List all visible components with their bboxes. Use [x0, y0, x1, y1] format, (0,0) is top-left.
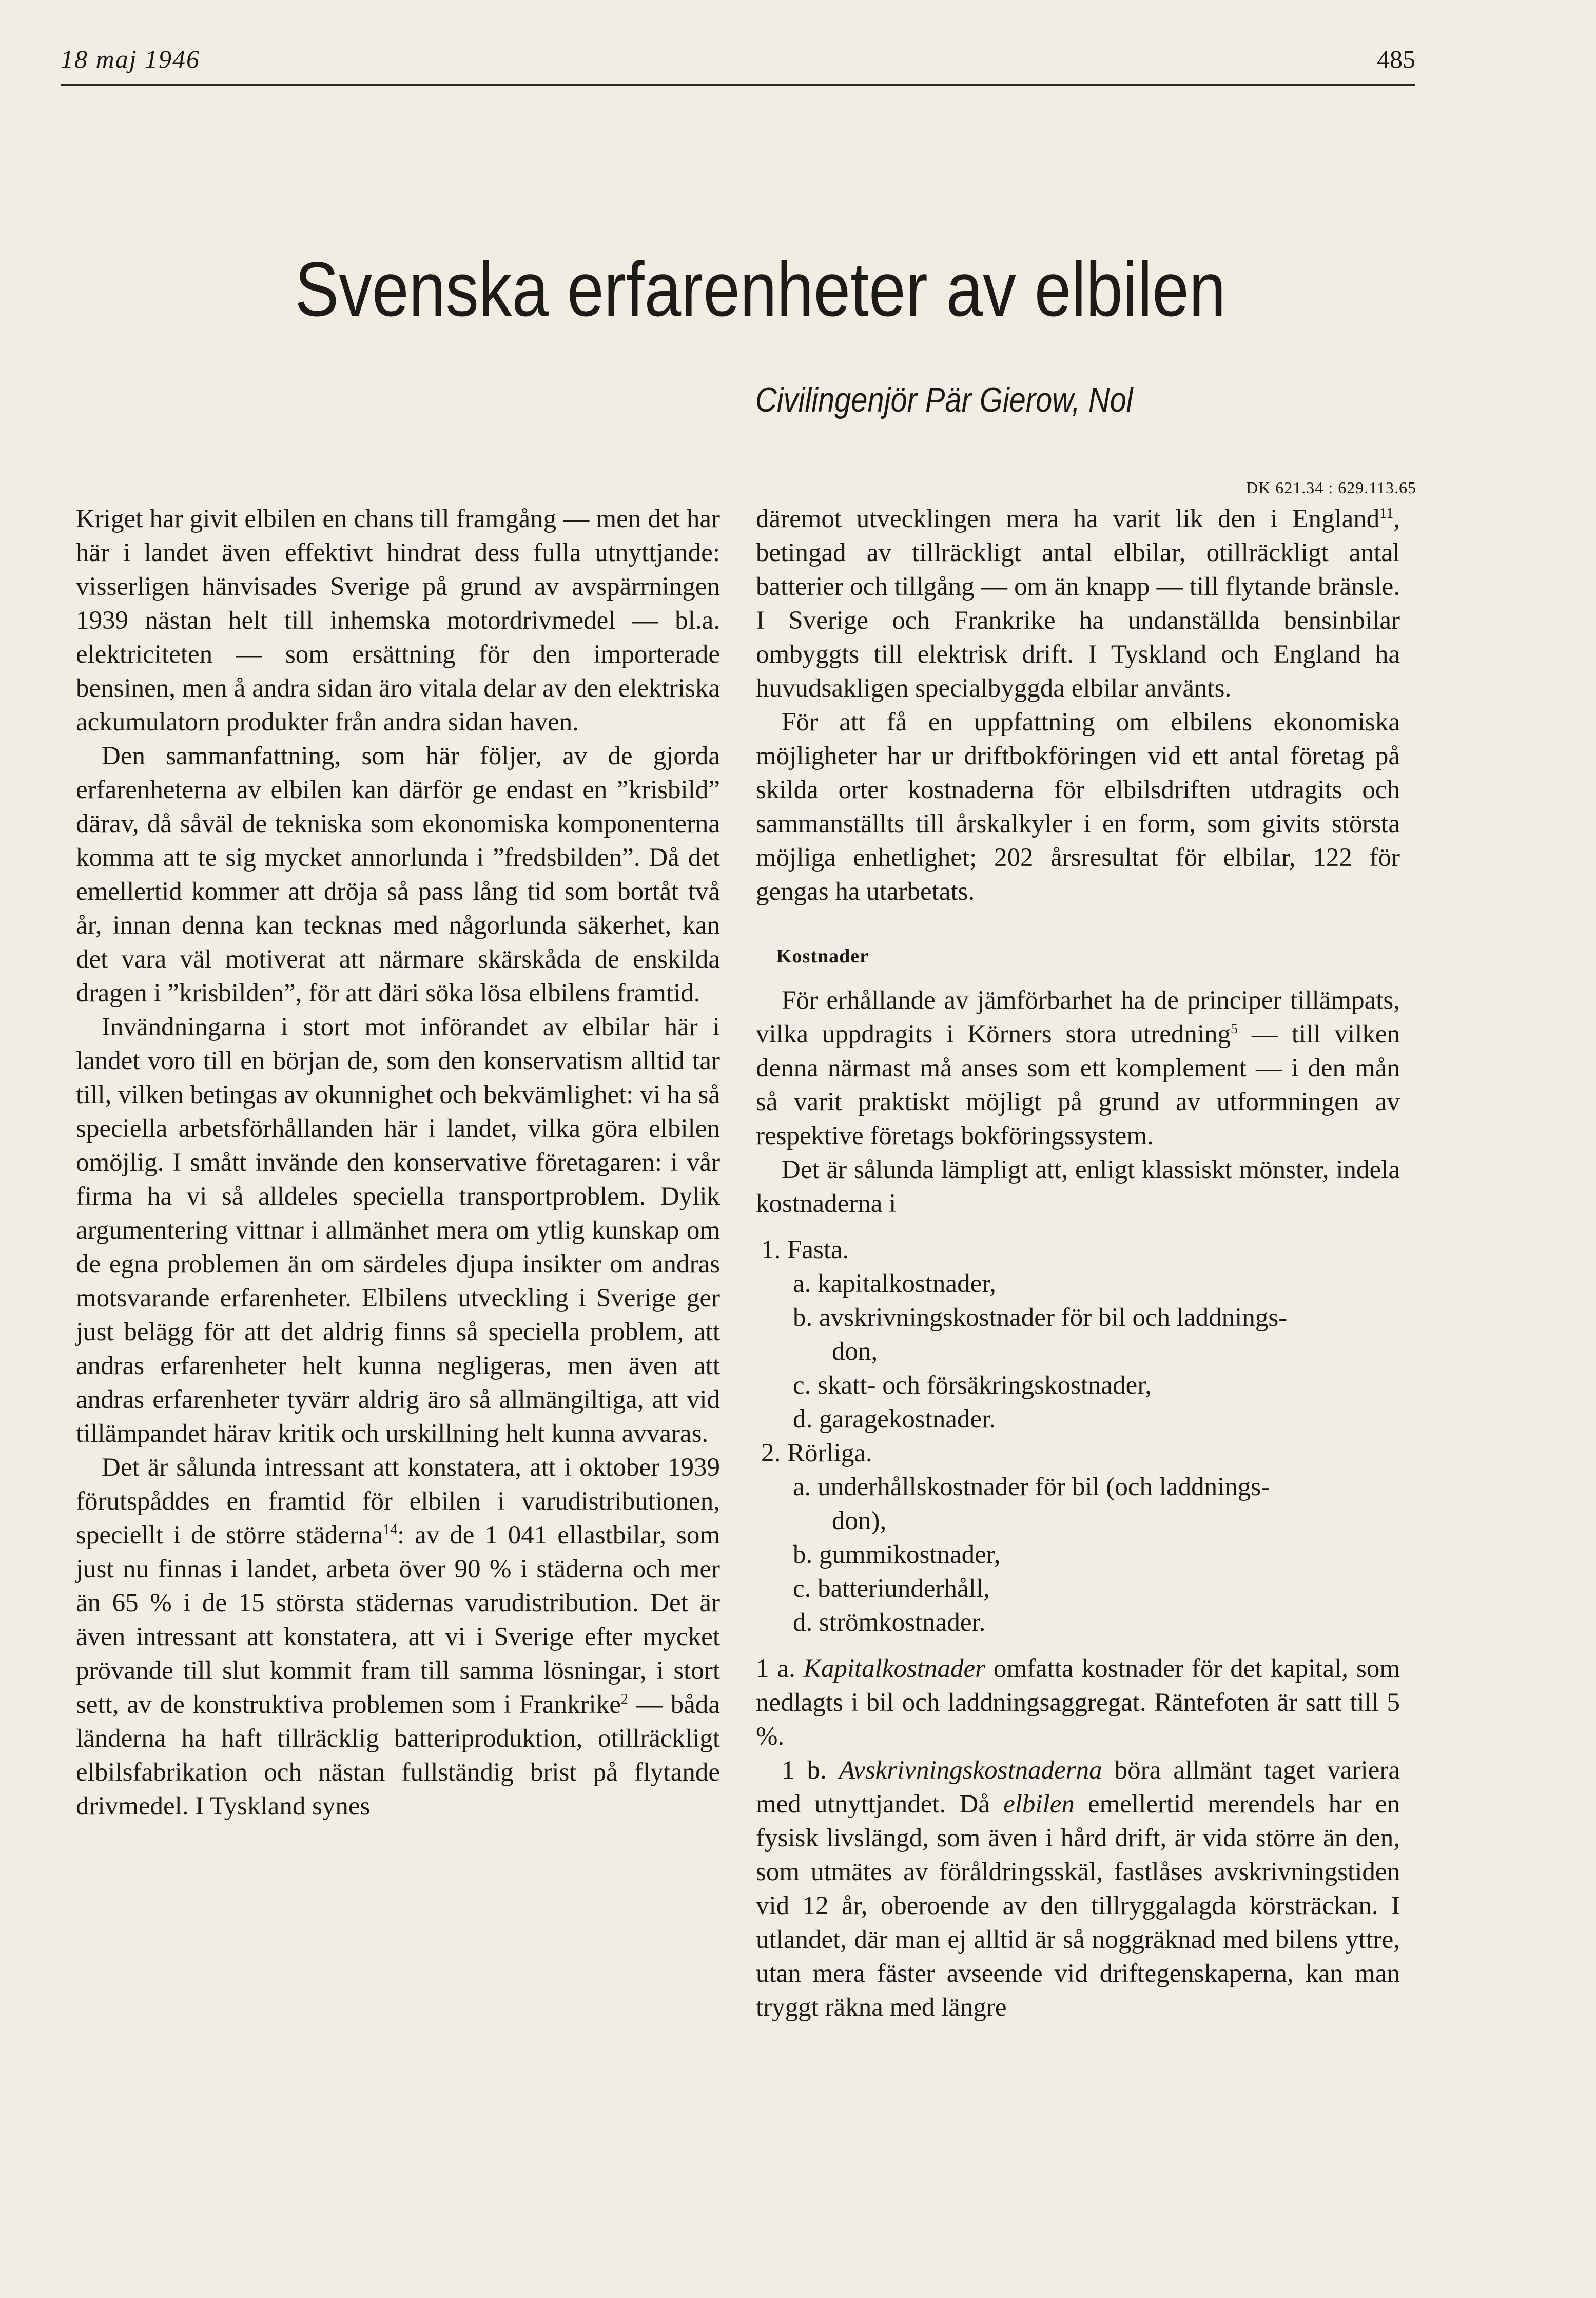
paragraph [756, 502, 1400, 705]
cost-group-variable: 2. Rörliga. [761, 1439, 872, 1467]
list-item-text: a. kapitalkostnader, [793, 1269, 996, 1298]
paragraph: Kriget har givit elbilen en chans till framgång — men det har här i landet även effektivt hindrat dess fulla utnyttjande: visserligen hänvisades Sverige på grund av avspärrningen 1939 nästan helt till inhemska motordrivmedel — bl.a. elektriciteten — som ersättning för den importerade bensinen, men å andra sidan äro vitala delar av den elektriska ackumulatorn produkter från andra sidan haven. [76, 505, 720, 737]
list-item [793, 1470, 1400, 1538]
paragraph: För att få en uppfattning om elbilens ekonomiska möjligheter har ur driftbokföringen vid ett antal företag på skilda orter kostnaderna för elbilsdriften utdragits och sammanställts till årskalkyler i en form, som givits största möjliga enhetlighet; 202 årsresultat för elbilar, 122 för gengas ha utarbetats. [756, 708, 1400, 906]
paragraph: Det är sålunda lämpligt att, enligt klassiskt mönster, indela kostnaderna i [756, 1155, 1400, 1218]
footnote-ref: 2 [620, 1691, 628, 1707]
right-column [756, 502, 1400, 2024]
paragraph [756, 983, 1400, 1153]
paragraph [756, 1652, 1400, 1753]
issue-date: 18 maj 1946 [61, 45, 200, 73]
paragraph-text: , betingad av tillräckligt antal elbilar, otillräckligt antal batterier och tillgång — om än knapp — till flytande bränsle. I Sverige och Frankrike ha undanställda bensinbilar ombyggts till elektrisk drift. I Tyskland och England ha huvudsakligen specialbyggda elbilar använts. [756, 505, 1400, 703]
emphasized-term: Avskrivningskostnaderna [839, 1756, 1102, 1785]
cost-category-list [756, 1233, 1400, 1639]
paragraph-text: För erhållande av jämförbarhet ha de principer tillämpats, vilka uppdragits i Körners stora utredning [756, 986, 1400, 1049]
paragraph-text: : av de 1 041 ellastbilar, som just nu finnas i landet, arbeta över 90 % i städerna och mer än 65 % i de 15 största städernas varudistribution. Det är även intressant att konstatera, att vi i Sverige efter mycket prövande till slut kommit fram till samma lösningar, i stort sett, av de konstruktiva problemen som i Frankrike [76, 1521, 720, 1719]
list-item-text: c. skatt- och försäkringskostnader, [793, 1371, 1152, 1400]
page-number: 485 [1377, 45, 1415, 73]
list-item [793, 1267, 1400, 1301]
list-item [793, 1538, 1400, 1572]
author-byline: Civilingenjör Pär Gierow, Nol [755, 380, 1133, 419]
footnote-ref: 5 [1231, 1021, 1238, 1037]
paragraph-text: Det är sålunda intressant att konstatera, att i oktober 1939 förutspåddes en framtid för elbilen i varudistributionen, speciellt i de större städerna [76, 1453, 720, 1550]
list-item [793, 1301, 1400, 1368]
emphasized-term: Kapitalkostnader [803, 1654, 985, 1683]
list-item [793, 1572, 1400, 1606]
list-item-text: b. avskrivningskostnader för bil och laddnings- [793, 1303, 1288, 1332]
list-item-text: b. gummikostnader, [793, 1540, 1001, 1569]
paragraph-text: böra allmänt taget variera med utnyttjandet. Då [756, 1756, 1400, 1819]
list-item [793, 1402, 1400, 1436]
paragraph [756, 1753, 1400, 2024]
list-item-text: d. strömkostnader. [793, 1608, 986, 1637]
article-title: Svenska erfarenheter av elbilen [295, 246, 1226, 332]
emphasized-term: elbilen [1003, 1790, 1075, 1819]
paragraph-text: — till vilken denna närmast må anses som ett komplement — i den mån så varit praktiskt möjligt på grund av utformningen av respektive företags bokföringssystem. [756, 1020, 1400, 1150]
left-column [76, 502, 720, 1823]
paragraph-text: däremot utvecklingen mera ha varit lik den i England [756, 505, 1380, 533]
paragraph [76, 1451, 720, 1823]
cost-group-fixed: 1. Fasta. [761, 1235, 849, 1264]
paragraph-text: — båda länderna ha haft tillräcklig batteriproduktion, otillräckligt elbilsfabrikation och nästan fullständig brist på flytande drivmedel. I Tyskland synes [76, 1690, 721, 1821]
footnote-ref: 11 [1379, 506, 1394, 522]
paragraph-prefix: 1 b. [782, 1756, 827, 1785]
paragraph-text: emellertid merendels har en fysisk livslängd, som även i hård drift, är vida större än den, som utmätes av föråldringsskäl, fastlåses avskrivningstiden vid 12 år, oberoende av den tillryggalagda körsträckan. I utlandet, där man ej alltid är så noggräknad med bilens yttre, utan mera fäster avseende vid driftegenskaperna, kan man tryggt räkna med längre [756, 1790, 1400, 2022]
running-head [61, 37, 1415, 86]
classification-code: DK 621.34 : 629.113.65 [1246, 478, 1416, 497]
list-item-text: d. garagekostnader. [793, 1405, 996, 1434]
section-heading: Kostnader [776, 945, 869, 967]
paragraph-prefix: 1 a. [756, 1654, 795, 1683]
footnote-ref: 14 [383, 1522, 398, 1538]
list-item-text: a. underhållskostnader för bil (och laddnings- [793, 1473, 1270, 1501]
list-item-continuation: don, [832, 1337, 878, 1366]
paragraph-text: omfatta kostnader för det kapital, som nedlagts i bil och laddningsaggregat. Räntefoten är satt till 5 %. [756, 1654, 1400, 1751]
paragraph: Den sammanfattning, som här följer, av de gjorda erfarenheterna av elbilen kan därför ge endast en ”krisbild” därav, då såväl de tekniska som ekonomiska komponenterna komma att te sig mycket annorlunda i ”fredsbilden”. Då det emellertid kommer att dröja så pass lång tid som bortåt två år, innan denna kan tecknas med någorlunda säkerhet, kan det vara väl motiverat att närmare skärskåda de enskilda dragen i ”krisbilden”, för att däri söka lösa elbilens framtid. [76, 742, 720, 1008]
list-item-text: c. batteriunderhåll, [793, 1574, 990, 1603]
list-item [793, 1368, 1400, 1402]
list-item-continuation: don), [832, 1507, 887, 1535]
list-item [793, 1606, 1400, 1639]
paragraph: Invändningarna i stort mot införandet av elbilar här i landet voro till en början de, som den konservatism alltid tar till, vilken betingas av okunnighet och bekvämlighet: vi ha så speciella arbetsförhållanden här i landet, vilka göra elbilen omöjlig. I smått invände den konservative företagaren: i vår firma ha vi så alldeles speciella transportproblem. Dylik argumentering vittnar i allmänhet mera om ytlig kunskap om de egna problemen än om särdeles djupa insikter om andras motsvarande erfarenheter. Elbilens utveckling i Sverige ger just belägg för att det aldrig finns så speciella problem, att andras erfarenheter helt kunna negligeras, men även att andras erfarenheter tyvärr aldrig äro så allmängiltiga, att vid tillämpandet härav kritik och urskillning helt kunna avvaras. [76, 1013, 720, 1448]
